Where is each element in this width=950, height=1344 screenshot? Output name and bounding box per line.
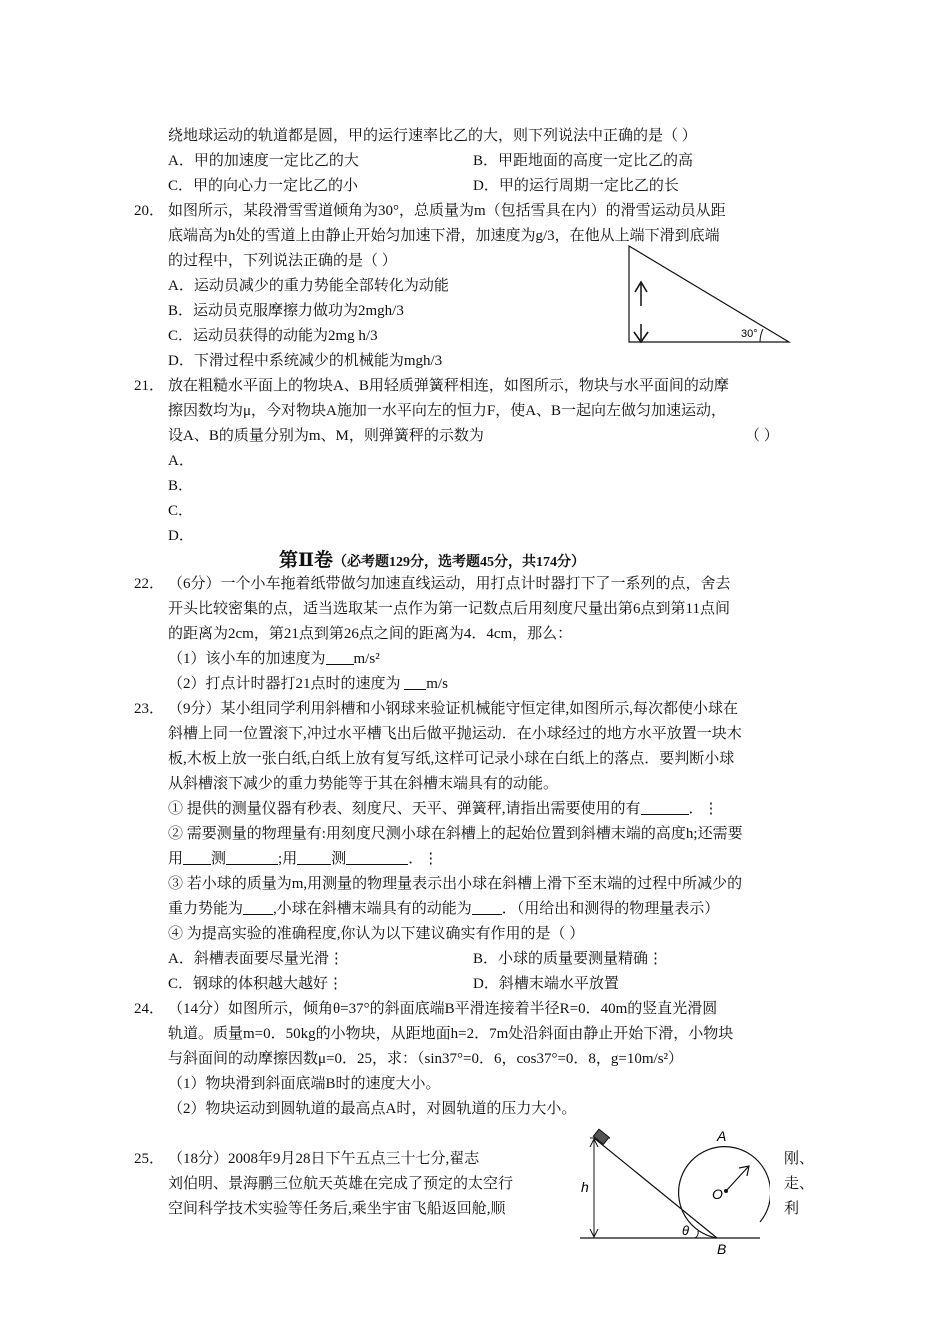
q20-stem-line-2: 底端高为h处的雪道上由静止开始匀加速下滑，加速度为g/3，在他从上端下滑到底端 <box>168 228 720 244</box>
q23-option-b[interactable]: B．小球的质量要测量精确⋮ <box>473 951 664 967</box>
q23-p2-text-d: 测 <box>331 851 347 867</box>
q20-option-c[interactable]: C．运动员获得的动能为2mg h/3 <box>168 328 378 344</box>
label-B: B <box>717 1241 727 1256</box>
q21-stem-line-2: 擦因数均为μ，今对物块A施加一水平向左的恒力F，使A、B一起向左做匀加速运动， <box>168 403 727 419</box>
radius-line <box>726 1167 748 1191</box>
q21-option-d[interactable]: D． <box>168 528 194 544</box>
angle-arc <box>760 329 763 342</box>
section-2-heading <box>279 548 585 575</box>
q23-p3-text-a: 重力势能为 <box>168 901 244 917</box>
q19-option-a[interactable]: A．甲的加速度一定比乙的大 <box>168 153 359 169</box>
q24-stem-line-2: 轨道。质量m=0．50kg的小物块，从距地面h=2．7m处沿斜面由静止开始下滑，小物块 <box>168 1026 734 1042</box>
q20-option-d[interactable]: D．下滑过程中系统减少的机械能为mgh/3 <box>168 353 443 369</box>
q23-option-c[interactable]: C．钢球的体积越大越好⋮ <box>168 976 344 992</box>
q24-sub-1: （1）物块滑到斜面底端B时的速度大小。 <box>168 1076 441 1092</box>
q23-stem-line-4: 从斜槽滚下减少的重力势能等于其在斜槽末端具有的动能。 <box>168 776 559 792</box>
label-A: A <box>717 1128 727 1144</box>
q24-stem-line-3: 与斜面间的动摩擦因数μ=0．25，求：（sin37°=0．6，cos37°=0．8，g=10m/s²） <box>168 1051 684 1067</box>
q22-stem-line-2: 开头比较密集的点，适当选取某一点作为第一记数点后用刻度尺量出第6点到第11点间 <box>168 601 730 617</box>
q21-option-c[interactable]: C． <box>168 503 194 519</box>
q21-option-b[interactable]: B． <box>168 478 194 494</box>
q25-right-fragment-1: 刚、 <box>784 1151 815 1167</box>
q20-number: 20． <box>134 203 165 219</box>
q24-sub-2: （2）物块运动到圆轨道的最高点A时，对圆轨道的压力大小。 <box>168 1101 577 1117</box>
q19-option-b[interactable]: B．甲距地面的高度一定比乙的高 <box>473 153 694 169</box>
q23-blank-quantity-1[interactable] <box>226 849 278 865</box>
q23-part-1-end: ．⋮ <box>688 801 719 817</box>
q23-option-a[interactable]: A．斜槽表面要尽量光滑⋮ <box>168 951 344 967</box>
q24-incline-loop-figure <box>570 1128 770 1256</box>
circular-track <box>679 1147 770 1238</box>
theta-arc <box>695 1231 698 1238</box>
angle-label: 30° <box>741 328 758 340</box>
q23-part-2-line-2 <box>168 849 438 869</box>
q25-stem-line-3: 空间科学技术实验等任务后,乘坐宇宙飞船返回舱,顺 <box>168 1201 506 1217</box>
q19-option-d[interactable]: D．甲的运行周期一定比乙的长 <box>473 178 679 194</box>
q21-stem-line-3: 设A、B的质量分别为m、M，则弹簧秤的示数为 <box>168 428 484 444</box>
q23-part-4: ④ 为提高实验的准确程度,你认为以下建议确实有作用的是（ ） <box>168 926 585 942</box>
q22-number: 22． <box>134 576 165 592</box>
label-O: O <box>712 1186 723 1202</box>
q23-part-1-text: ① 提供的测量仪器有秒表、刻度尺、天平、弹簧秤,请指出需要使用的有 <box>168 801 641 817</box>
q23-blank-quantity-2[interactable] <box>346 849 408 865</box>
q23-p3-text-b: ,小球在斜槽末端具有的动能为 <box>273 901 472 917</box>
q22-sub-2-unit: m/s <box>426 676 448 692</box>
q25-stem-line-1: （18分）2008年9月28日下午五点三十七分,翟志 <box>168 1151 480 1167</box>
q23-blank-potential-energy[interactable] <box>243 899 273 915</box>
q23-p3-text-c: ．（用给出和测得的物理量表示） <box>501 901 720 917</box>
q22-answer-blank-1[interactable] <box>326 649 354 665</box>
q21-answer-bracket: （ ） <box>745 428 779 444</box>
q23-blank-kinetic-energy[interactable] <box>472 899 502 915</box>
q21-stem-line-1: 放在粗糙水平面上的物块A、B用轻质弹簧秤相连，如图所示，物块与水平面间的动摩 <box>168 378 729 394</box>
q23-option-d[interactable]: D．斜槽末端水平放置 <box>473 976 619 992</box>
q20-slope-figure <box>620 240 800 350</box>
q25-right-fragment-3: 利 <box>784 1201 800 1217</box>
q19-option-c[interactable]: C．甲的向心力一定比乙的小 <box>168 178 359 194</box>
q23-blank-tool-2[interactable] <box>297 849 331 865</box>
q22-stem-line-3: 的距离为2cm，第21点到第26点之间的距离为4．4cm，那么： <box>168 626 573 642</box>
q20-option-a[interactable]: A．运动员减少的重力势能全部转化为动能 <box>168 278 449 294</box>
q23-part-2-line-1: ② 需要测量的物理量有:用刻度尺测小球在斜槽上的起始位置到斜槽末端的高度h;还需要 <box>168 826 743 842</box>
q23-blank-instruments[interactable] <box>641 799 689 815</box>
q22-sub-1-unit: m/s² <box>353 651 380 667</box>
q22-sub-2-text: （2）打点计时器打21点时的速度为 <box>168 676 405 692</box>
q23-stem-line-3: 板,木板上放一张白纸,白纸上放有复写纸,这样可记录小球在白纸上的落点．要判断小球 <box>168 751 735 767</box>
q24-number: 24． <box>134 1001 165 1017</box>
q20-stem-line-1: 如图所示，某段滑雪雪道倾角为30°，总质量为m（包括雪具在内）的滑雪运动员从距 <box>168 203 726 219</box>
q20-stem-line-3: 的过程中，下列说法正确的是（ ） <box>168 253 397 269</box>
q23-stem-line-2: 斜槽上同一位置滚下,冲过水平槽飞出后做平抛运动．在小球经过的地方水平放置一块木 <box>168 726 742 742</box>
q23-part-1 <box>168 799 719 819</box>
section-2-title: 第Ⅱ卷 <box>279 549 334 571</box>
label-theta: θ <box>682 1223 690 1238</box>
q21-option-a[interactable]: A． <box>168 453 194 469</box>
q22-sub-1-text: （1）该小车的加速度为 <box>168 651 326 667</box>
q23-p2-text-e: ．⋮ <box>408 851 439 867</box>
q24-stem-line-1: （14分）如图所示，倾角θ=37°的斜面底端B平滑连接着半径R=0．40m的竖直光滑圆 <box>168 1001 718 1017</box>
q23-p2-text-c: ;用 <box>278 851 298 867</box>
section-2-subtitle: （必考题129分，选考题45分，共174分） <box>333 555 586 570</box>
q23-p2-text-b: 测 <box>211 851 227 867</box>
q23-blank-tool-1[interactable] <box>183 849 211 865</box>
q20-option-b[interactable]: B．运动员克服摩擦力做功为2mgh/3 <box>168 303 404 319</box>
q21-number: 21． <box>134 378 165 394</box>
q23-part-3-line-1: ③ 若小球的质量为m,用测量的物理量表示出小球在斜槽上滑下至末端的过程中所减少的 <box>168 876 743 892</box>
q22-sub-1 <box>168 649 380 669</box>
q23-stem-line-1: （9分）某小组同学利用斜槽和小钢球来验证机械能守恒定律,如图所示,每次都使小球在 <box>168 701 739 717</box>
q23-part-3-line-2 <box>168 899 719 919</box>
q25-right-fragment-2: 走、 <box>784 1176 815 1192</box>
label-h: h <box>581 1179 589 1195</box>
q22-stem-line-1: （6分）一个小车拖着纸带做匀加速直线运动，用打点计时器打下了一系列的点，舍去 <box>168 576 731 592</box>
q23-number: 23． <box>134 701 165 717</box>
q23-p2-text-a: 用 <box>168 851 184 867</box>
q25-number: 25． <box>134 1151 165 1167</box>
q25-stem-line-2: 刘伯明、景海鹏三位航天英雄在完成了预定的太空行 <box>168 1176 514 1192</box>
q22-answer-blank-2[interactable] <box>404 674 426 690</box>
q22-sub-2 <box>168 674 448 694</box>
slope-triangle <box>629 246 789 342</box>
incline-surface <box>594 1138 717 1238</box>
q19-stem-cont: 绕地球运动的轨道都是圆，甲的运行速率比乙的大，则下列说法中正确的是（ ） <box>168 128 697 144</box>
